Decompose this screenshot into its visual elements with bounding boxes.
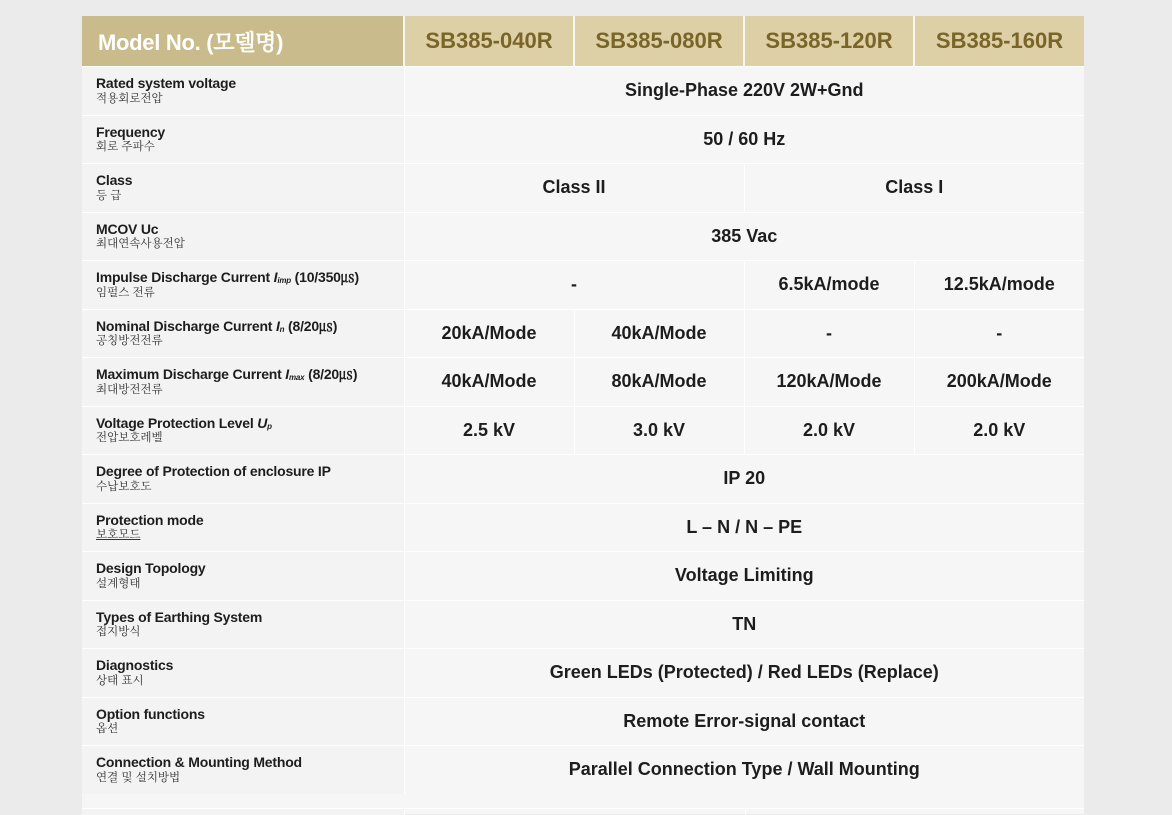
label-en: Option functions bbox=[96, 705, 205, 722]
value-cell: Green LEDs (Protected) / Red LEDs (Replace) bbox=[404, 649, 1084, 698]
row-label bbox=[82, 600, 404, 649]
symbol: I bbox=[275, 317, 280, 334]
row-frequency bbox=[82, 115, 1084, 164]
value-cell: Remote Error-signal contact bbox=[404, 697, 1084, 746]
value-cell: 385 Vac bbox=[404, 212, 1084, 261]
label-en: Protection mode bbox=[96, 511, 204, 528]
label-en: Diagnostics bbox=[96, 657, 174, 674]
row-protection-mode bbox=[82, 503, 1084, 552]
cut-off-cell bbox=[405, 809, 746, 815]
row-voltage-protection-level bbox=[82, 406, 1084, 455]
row-earthing-system bbox=[82, 600, 1084, 649]
row-class bbox=[82, 164, 1084, 213]
value-cell: Class II bbox=[404, 164, 744, 213]
label-ko: 전압보호레벨 bbox=[96, 432, 163, 445]
row-diagnostics bbox=[82, 649, 1084, 698]
model-header-sb385-080r: SB385-080R bbox=[574, 16, 744, 67]
label-ko: 연결 및 설치방법 bbox=[96, 771, 181, 784]
symbol-subscript: p bbox=[267, 421, 272, 431]
value-cell: - bbox=[404, 261, 744, 310]
symbol-subscript: imp bbox=[277, 276, 291, 286]
row-impulse-discharge-current bbox=[82, 261, 1084, 310]
row-label bbox=[82, 697, 404, 746]
label-en-text: Nominal Discharge Current bbox=[96, 317, 276, 334]
row-connection-mounting bbox=[82, 746, 1084, 794]
value-cell: TN bbox=[404, 600, 1084, 649]
value-cell: Parallel Connection Type / Wall Mounting bbox=[404, 746, 1084, 794]
row-degree-of-protection bbox=[82, 455, 1084, 504]
row-label bbox=[82, 455, 404, 504]
label-en bbox=[96, 416, 404, 432]
value-cell: 120kA/Mode bbox=[744, 358, 914, 407]
row-label bbox=[82, 406, 404, 455]
row-nominal-discharge-current bbox=[82, 309, 1084, 358]
model-header-sb385-160r: SB385-160R bbox=[914, 16, 1084, 67]
value-cell: - bbox=[914, 309, 1084, 358]
value-cell: Voltage Limiting bbox=[404, 552, 1084, 601]
row-label bbox=[82, 212, 404, 261]
label-ko: 수납보호도 bbox=[96, 480, 152, 493]
value-cell: 2.0 kV bbox=[744, 406, 914, 455]
label-ko: 상태 표시 bbox=[96, 674, 144, 687]
label-en: Degree of Protection of enclosure IP bbox=[96, 463, 331, 480]
value-cell: 40kA/Mode bbox=[404, 358, 574, 407]
label-ko: 회로 주파수 bbox=[96, 141, 155, 154]
label-en: Types of Earthing System bbox=[96, 608, 263, 625]
label-en bbox=[96, 367, 404, 383]
row-label bbox=[82, 261, 404, 310]
value-cell: 50 / 60 Hz bbox=[404, 115, 1084, 164]
row-label bbox=[82, 649, 404, 698]
label-ko: 최대연속사용전압 bbox=[96, 238, 185, 251]
value-cell: 3.0 kV bbox=[574, 406, 744, 455]
model-no-header: Model No. (모델명) bbox=[82, 16, 404, 67]
row-mcov-uc bbox=[82, 212, 1084, 261]
value-cell: 2.5 kV bbox=[404, 406, 574, 455]
label-en: MCOV Uc bbox=[96, 220, 159, 237]
value-cell: - bbox=[744, 309, 914, 358]
row-label bbox=[82, 67, 404, 116]
label-en: Design Topology bbox=[96, 560, 206, 577]
label-ko: 임펄스 전류 bbox=[96, 286, 155, 299]
row-design-topology bbox=[82, 552, 1084, 601]
label-en: Frequency bbox=[96, 123, 165, 140]
value-cell: 6.5kA/mode bbox=[744, 261, 914, 310]
spec-sheet bbox=[82, 16, 1084, 814]
label-en bbox=[96, 319, 404, 335]
spec-table bbox=[82, 16, 1084, 794]
value-cell: 2.0 kV bbox=[914, 406, 1084, 455]
model-header-sb385-040r: SB385-040R bbox=[404, 16, 574, 67]
symbol-subscript: n bbox=[279, 324, 285, 334]
label-en-text: Maximum Discharge Current bbox=[96, 366, 286, 383]
label-ko: 최대방전전류 bbox=[96, 383, 163, 396]
symbol-subscript: max bbox=[289, 373, 305, 383]
label-ko: 보호모드 bbox=[96, 529, 141, 542]
header-row bbox=[82, 16, 1084, 67]
row-label bbox=[82, 552, 404, 601]
value-cell: Class I bbox=[744, 164, 1084, 213]
label-en: Rated system voltage bbox=[96, 75, 236, 92]
label-en: Class bbox=[96, 172, 133, 189]
label-en: Connection & Mounting Method bbox=[96, 754, 302, 771]
cut-off-cell bbox=[746, 809, 1084, 815]
label-en bbox=[96, 270, 404, 286]
label-ko: 적용회로전압 bbox=[96, 92, 163, 105]
label-en-unit: (10/350㎲) bbox=[290, 269, 360, 286]
row-option-functions bbox=[82, 697, 1084, 746]
label-ko: 공칭방전전류 bbox=[96, 335, 163, 348]
value-cell: 80kA/Mode bbox=[574, 358, 744, 407]
row-label bbox=[82, 164, 404, 213]
row-label bbox=[82, 503, 404, 552]
label-ko: 접지방식 bbox=[96, 626, 141, 639]
value-cell: Single-Phase 220V 2W+Gnd bbox=[404, 67, 1084, 116]
label-ko: 등 급 bbox=[96, 189, 122, 202]
value-cell: L – N / N – PE bbox=[404, 503, 1084, 552]
model-header-sb385-120r: SB385-120R bbox=[744, 16, 914, 67]
symbol: U bbox=[257, 414, 268, 431]
label-ko: 설계형태 bbox=[96, 577, 141, 590]
value-cell: IP 20 bbox=[404, 455, 1084, 504]
value-cell: 20kA/Mode bbox=[404, 309, 574, 358]
row-rated-system-voltage bbox=[82, 67, 1084, 116]
label-ko: 옵션 bbox=[96, 723, 119, 736]
symbol: I bbox=[285, 366, 289, 383]
row-label bbox=[82, 115, 404, 164]
row-label bbox=[82, 746, 404, 794]
cut-off-label-cell bbox=[82, 809, 405, 815]
row-label bbox=[82, 358, 404, 407]
row-label bbox=[82, 309, 404, 358]
label-en-unit: (8/20㎲) bbox=[304, 366, 358, 383]
symbol: I bbox=[273, 269, 278, 286]
label-en-text: Impulse Discharge Current bbox=[96, 269, 274, 286]
label-en-text: Voltage Protection Level bbox=[96, 414, 258, 431]
value-cell: 12.5kA/mode bbox=[914, 261, 1084, 310]
label-en-unit: (8/20㎲) bbox=[284, 317, 338, 334]
row-maximum-discharge-current bbox=[82, 358, 1084, 407]
value-cell: 40kA/Mode bbox=[574, 309, 744, 358]
value-cell: 200kA/Mode bbox=[914, 358, 1084, 407]
